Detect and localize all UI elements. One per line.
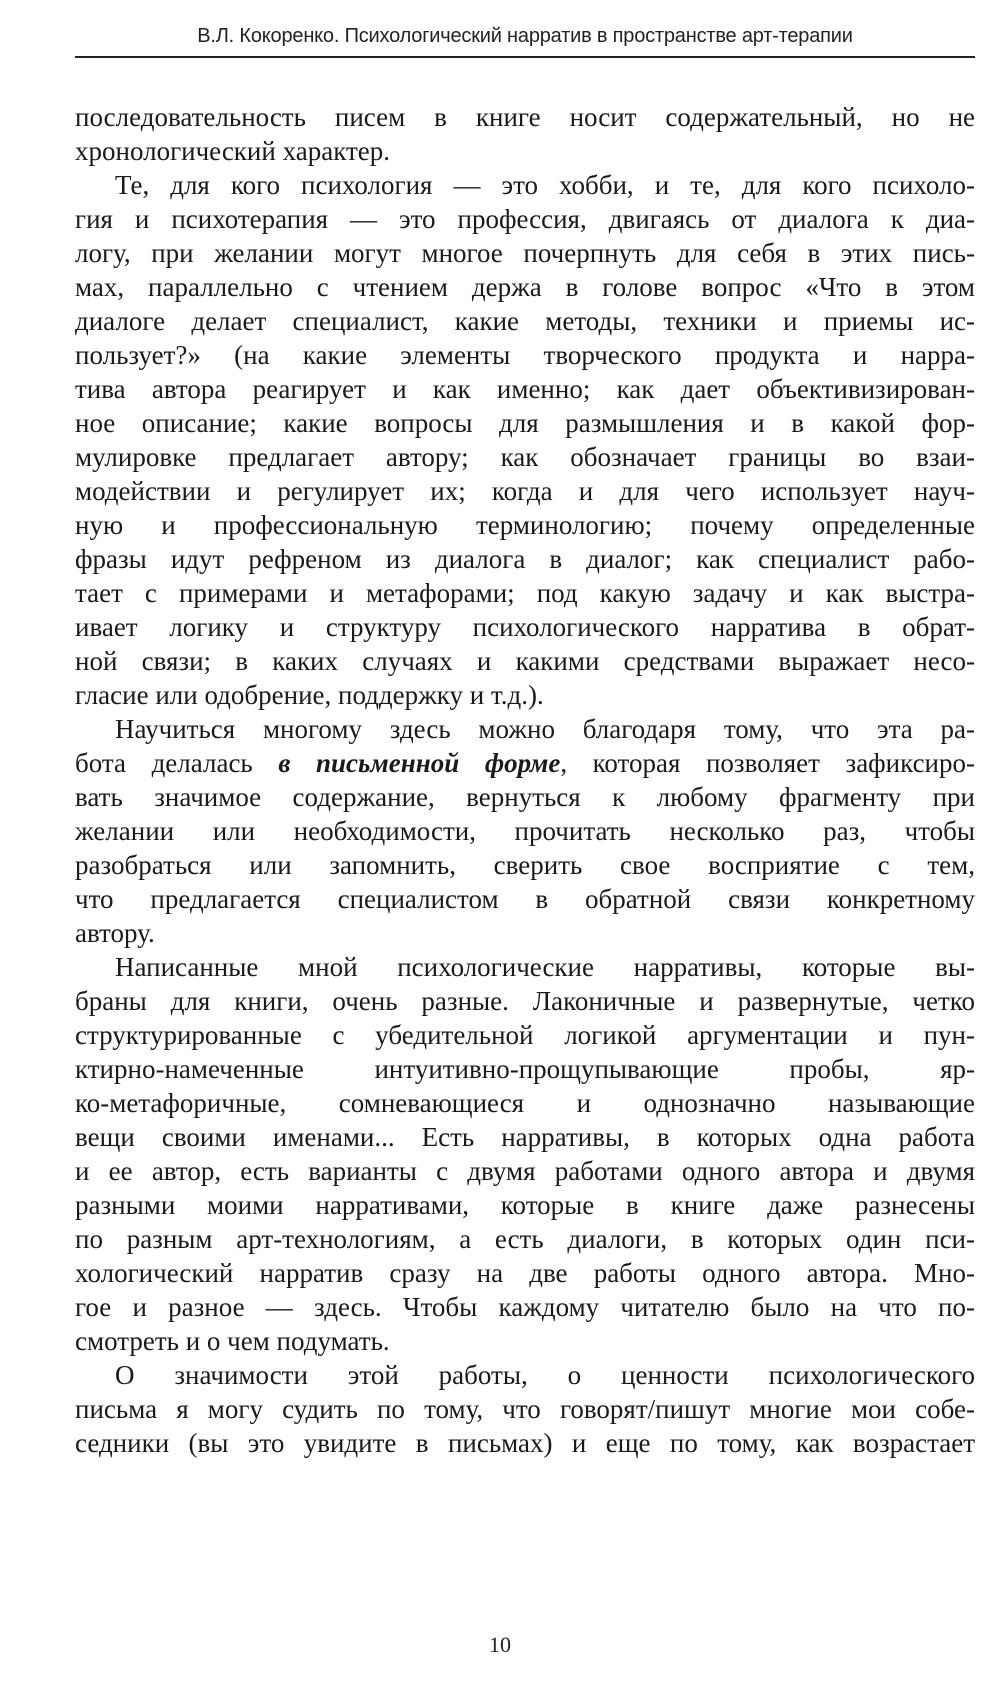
text-line: хронологический характер. bbox=[75, 136, 390, 166]
text-line: структурированные с убедительной логикой аргументации и пун- bbox=[75, 1020, 975, 1050]
text-line: желании или необходимости, прочитать несколько раз, чтобы bbox=[75, 816, 975, 846]
paragraph-2 bbox=[75, 168, 975, 712]
text-line: гласие или одобрение, поддержку и т.д.). bbox=[75, 680, 544, 710]
header-rule bbox=[75, 56, 975, 58]
text-line: ивает логику и структуру психологического нарратива в обрат- bbox=[75, 612, 975, 642]
text-line: вать значимое содержание, вернуться к любому фрагменту при bbox=[75, 782, 975, 812]
text-line: разобраться или запомнить, сверить свое восприятие с тем, bbox=[75, 850, 975, 880]
text-fragment: , которая позволяет зафиксиро- bbox=[560, 748, 975, 778]
text-line: гия и психотерапия — это профессия, двигаясь от диалога к диа- bbox=[75, 204, 975, 234]
text-line: разными моими нарративами, которые в книге даже разнесены bbox=[75, 1190, 975, 1220]
text-line: мулировке предлагает автору; как обозначает границы во взаи- bbox=[75, 442, 975, 472]
text-line: письма я могу судить по тому, что говорят/пишут многие мои собе- bbox=[75, 1394, 975, 1424]
text-line: и ее автор, есть варианты с двумя работами одного автора и двумя bbox=[75, 1156, 975, 1186]
text-line: фразы идут рефреном из диалога в диалог; как специалист рабо- bbox=[75, 544, 975, 574]
text-line: Научиться многому здесь можно благодаря тому, что эта ра- bbox=[115, 714, 975, 744]
text-line: диалоге делает специалист, какие методы, техники и приемы ис- bbox=[75, 306, 975, 336]
paragraph-1 bbox=[75, 100, 975, 168]
text-line: ное описание; какие вопросы для размышления и в какой фор- bbox=[75, 408, 975, 438]
text-line: ктирно-намеченные интуитивно-прощупывающие пробы, яр- bbox=[75, 1054, 975, 1084]
paragraph-4 bbox=[75, 950, 975, 1358]
body-text bbox=[75, 100, 975, 1460]
text-line: гое и разное — здесь. Чтобы каждому читателю было на что по- bbox=[75, 1292, 975, 1322]
text-line: О значимости этой работы, о ценности психологического bbox=[115, 1360, 975, 1390]
text-line: мах, параллельно с чтением держа в голове вопрос «Что в этом bbox=[75, 272, 975, 302]
text-line: Написанные мной психологические нарративы, которые вы- bbox=[115, 952, 975, 982]
text-line: автору. bbox=[75, 918, 155, 948]
text-line: по разным арт-технологиям, а есть диалоги, в которых один пси- bbox=[75, 1224, 975, 1254]
emphasized-phrase: в письменной форме bbox=[278, 748, 561, 778]
text-line: что предлагается специалистом в обратной связи конкретному bbox=[75, 884, 975, 914]
text-line: модействии и регулирует их; когда и для чего использует науч- bbox=[75, 476, 975, 506]
text-line: Те, для кого психология — это хобби, и те, для кого психоло- bbox=[115, 170, 975, 200]
text-line: ную и профессиональную терминологию; почему определенные bbox=[75, 510, 975, 540]
running-header: В.Л. Кокоренко. Психологический нарратив в пространстве арт-терапии bbox=[197, 25, 853, 47]
text-line: последовательность писем в книге носит содержательный, но не bbox=[75, 102, 975, 132]
text-line: смотреть и о чем подумать. bbox=[75, 1326, 390, 1356]
paragraph-5 bbox=[75, 1358, 975, 1460]
text-line: тает с примерами и метафорами; под какую задачу и как выстра- bbox=[75, 578, 975, 608]
text-fragment: бота делалась bbox=[75, 748, 279, 778]
text-line: вещи своими именами... Есть нарративы, в которых одна работа bbox=[75, 1122, 975, 1152]
page-number: 10 bbox=[489, 1632, 511, 1657]
text-line: седники (вы это увидите в письмах) и еще по тому, как возрастает bbox=[75, 1428, 975, 1458]
text-line-with-emphasis bbox=[75, 746, 975, 780]
paragraph-3 bbox=[75, 712, 975, 950]
text-line: пользует?» (на какие элементы творческого продукта и нарра- bbox=[75, 340, 975, 370]
text-line: логу, при желании могут многое почерпнуть для себя в этих пись- bbox=[75, 238, 975, 268]
text-line: браны для книги, очень разные. Лаконичные и развернутые, четко bbox=[75, 986, 975, 1016]
text-line: хологический нарратив сразу на две работы одного автора. Мно- bbox=[75, 1258, 975, 1288]
text-line: ко-метафоричные, сомневающиеся и однозначно называющие bbox=[75, 1088, 975, 1118]
text-line: тива автора реагирует и как именно; как дает объективизирован- bbox=[75, 374, 975, 404]
text-line: ной связи; в каких случаях и какими средствами выражает несо- bbox=[75, 646, 975, 676]
